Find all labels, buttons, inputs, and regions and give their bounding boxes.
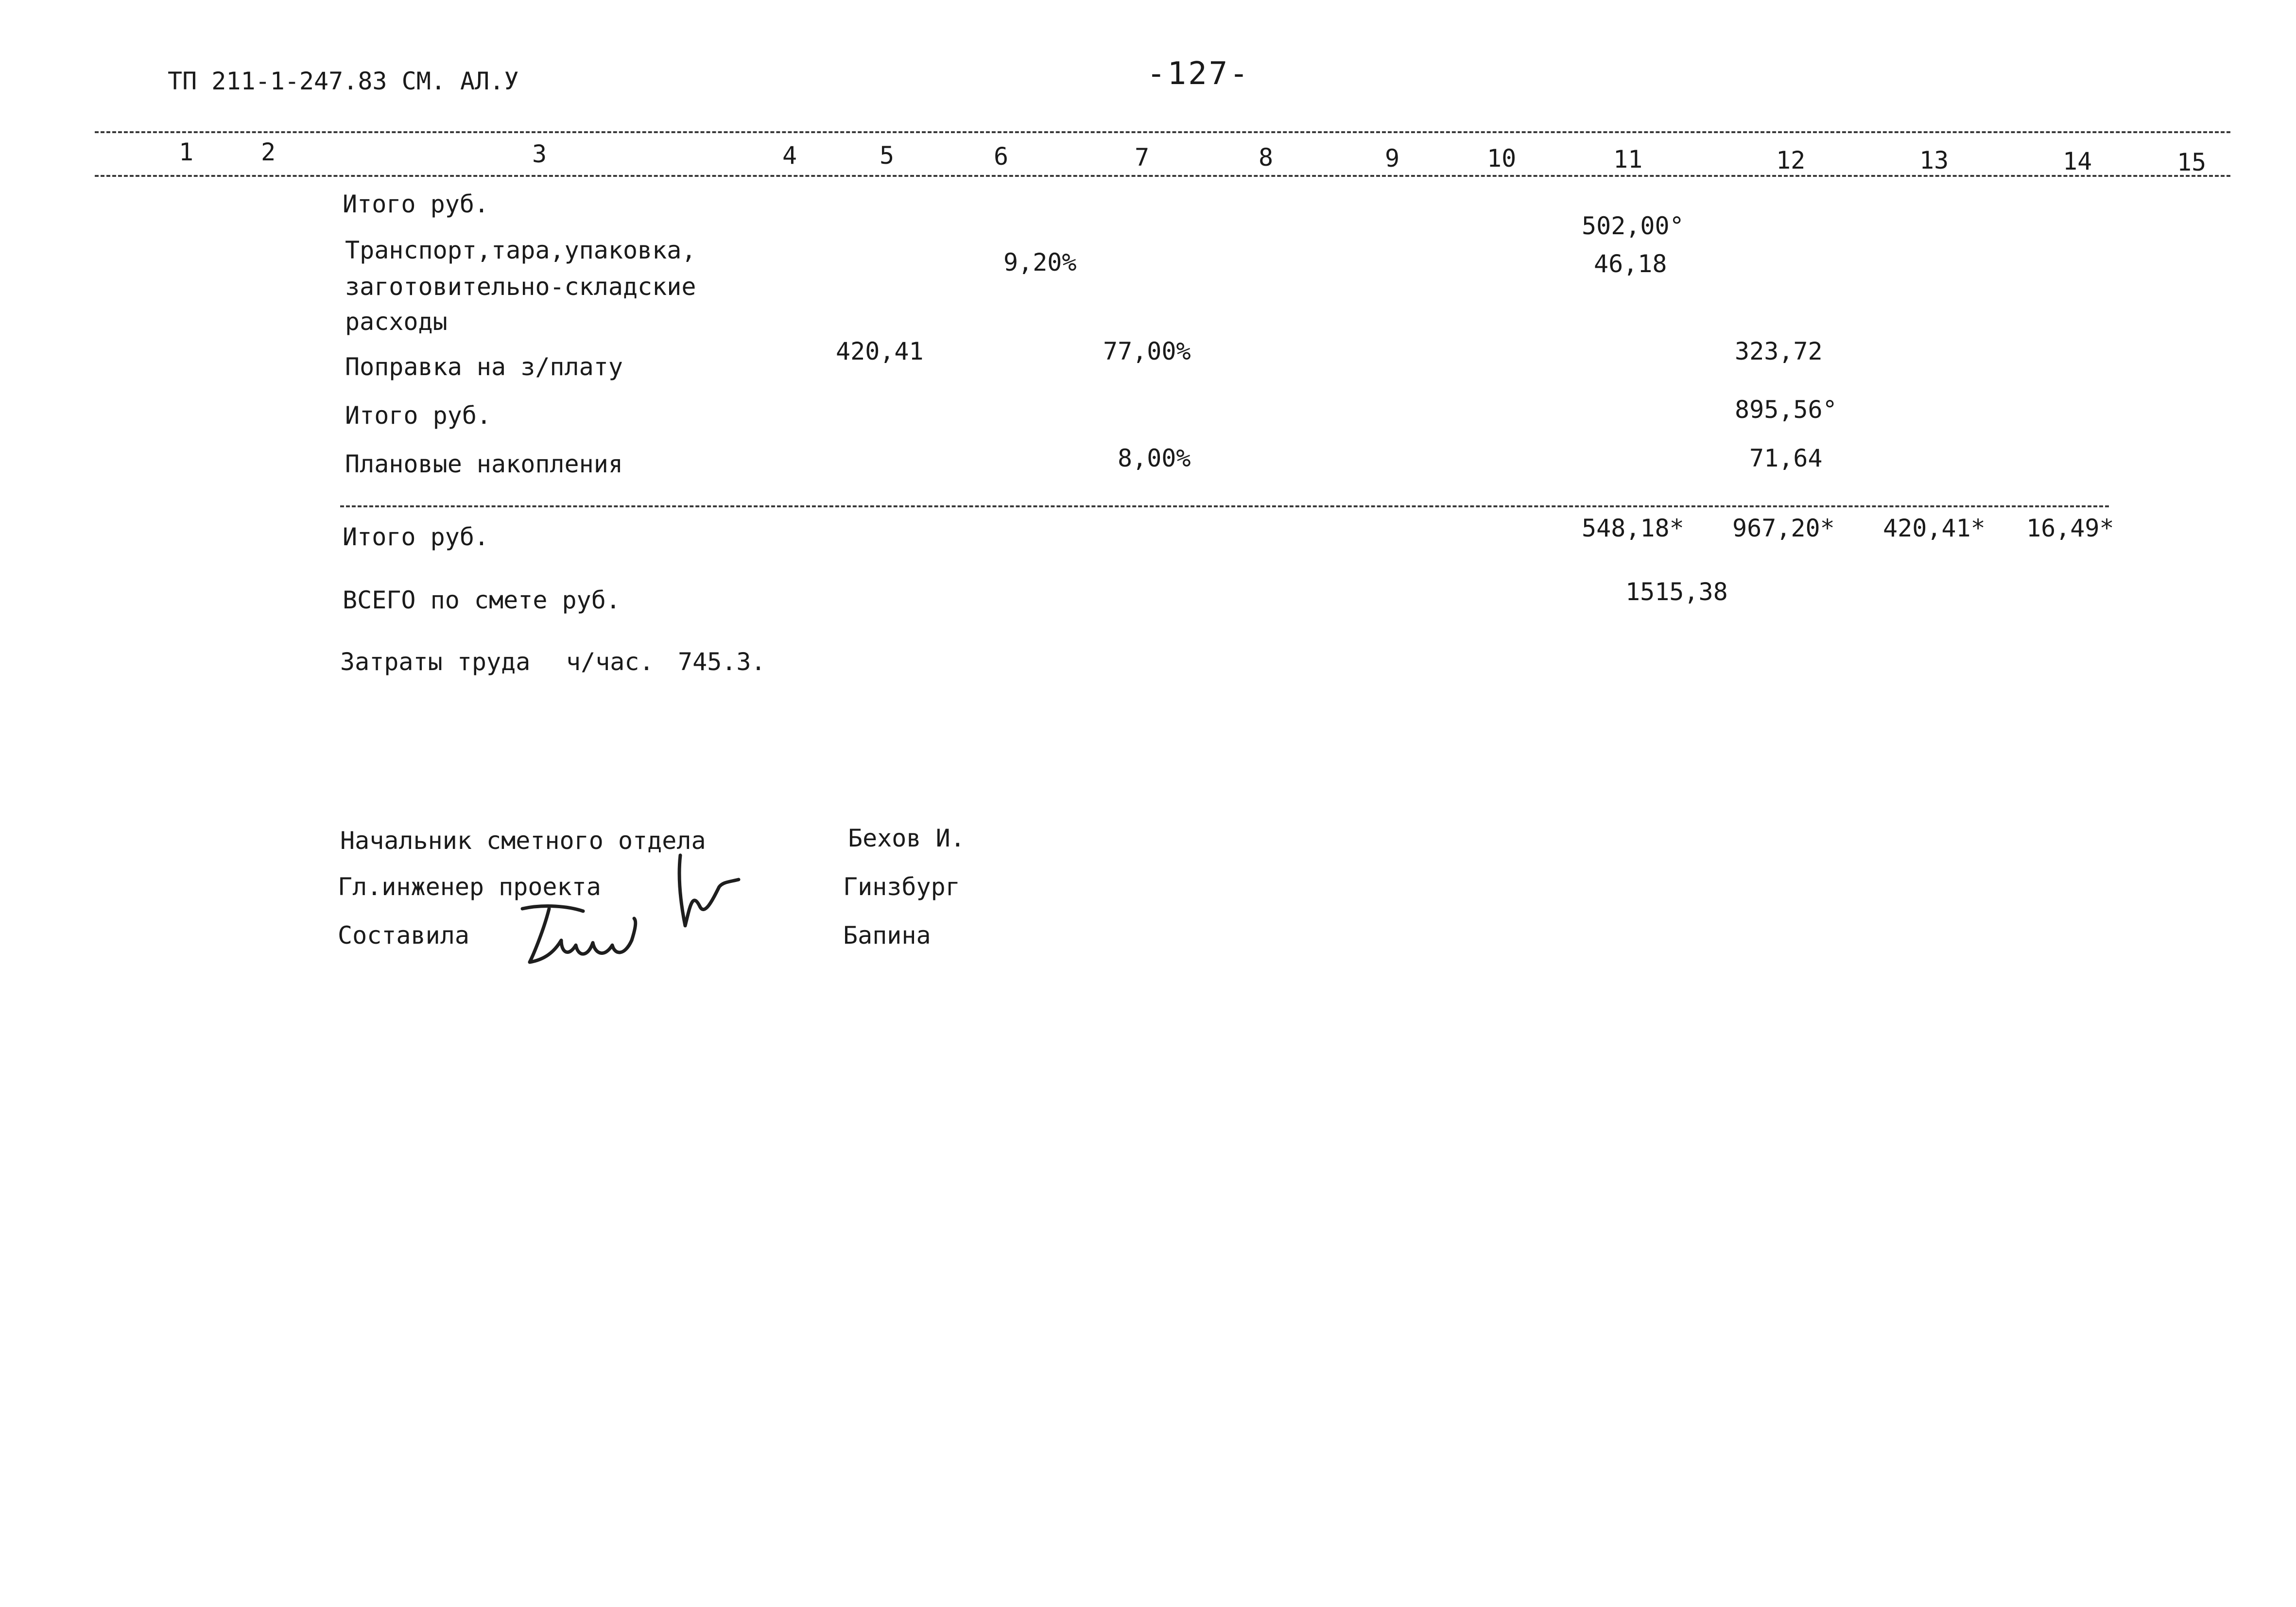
row-label-line: заготовительно-складские [345,273,696,301]
column-number: 4 [782,141,797,170]
total-col-13: 420,41* [1883,514,1985,542]
cell-col-6: 9,20% [1003,248,1077,276]
row-label-line: Транспорт,тара,упаковка, [345,236,696,264]
cell-col-11: 502,00° [1582,212,1684,240]
signature-role: Составила [338,921,469,950]
handwritten-signature-icon [515,899,646,972]
column-number: 6 [994,142,1009,171]
column-number: 10 [1487,144,1517,173]
row-label: Поправка на з/плату [345,353,623,381]
grand-total-label: ВСЕГО по смете руб. [343,586,621,614]
cell-col-11: 46,18 [1594,250,1667,278]
column-number: 9 [1385,144,1400,173]
signature-role: Начальник сметного отдела [340,827,706,855]
totals-separator [340,505,2109,507]
cell-col-12: 71,64 [1749,444,1823,472]
column-number: 12 [1776,146,1806,174]
cell-col-5: 420,41 [836,337,924,365]
cell-col-7: 77,00% [1103,337,1191,365]
row-label: Плановые накопления [345,450,623,478]
labor-unit: ч/час. [566,648,654,676]
signature-name: Бапина [843,921,931,950]
column-number: 3 [532,140,547,168]
column-number: 1 [179,138,194,166]
document-code: ТП 211-1-247.83 СМ. АЛ.У [168,67,519,95]
signature-name: Бехов И. [848,824,965,852]
cell-col-7: 8,00% [1118,444,1191,472]
column-number: 15 [2177,148,2207,176]
total-col-12: 967,20* [1732,514,1835,542]
column-number: 2 [261,138,276,166]
handwritten-signature-icon [666,848,748,935]
grand-total-value: 1515,38 [1625,578,1728,606]
labor-value: 745.3. [678,648,766,676]
table-top-rule [95,131,2230,133]
page-number: -127- [1147,56,1250,92]
signature-name: Гинзбург [843,873,960,901]
column-number: 14 [2063,147,2092,175]
table-header-rule [95,175,2230,177]
column-number: 7 [1135,143,1150,172]
column-number: 11 [1613,145,1643,173]
column-number: 5 [880,141,895,170]
cell-col-12: 323,72 [1735,337,1823,365]
column-number: 13 [1919,146,1949,174]
signature-role: Гл.инженер проекта [338,873,601,901]
cell-col-12: 895,56° [1735,396,1837,424]
total-col-14: 16,49* [2026,514,2114,542]
labor-label: Затраты труда [340,648,531,676]
row-label: Итого руб. [343,190,489,218]
total-col-11: 548,18* [1582,514,1684,542]
totals-label: Итого руб. [343,523,489,551]
row-label-line: расходы [345,308,448,336]
column-number: 8 [1259,143,1274,172]
row-label: Итого руб. [345,401,492,430]
